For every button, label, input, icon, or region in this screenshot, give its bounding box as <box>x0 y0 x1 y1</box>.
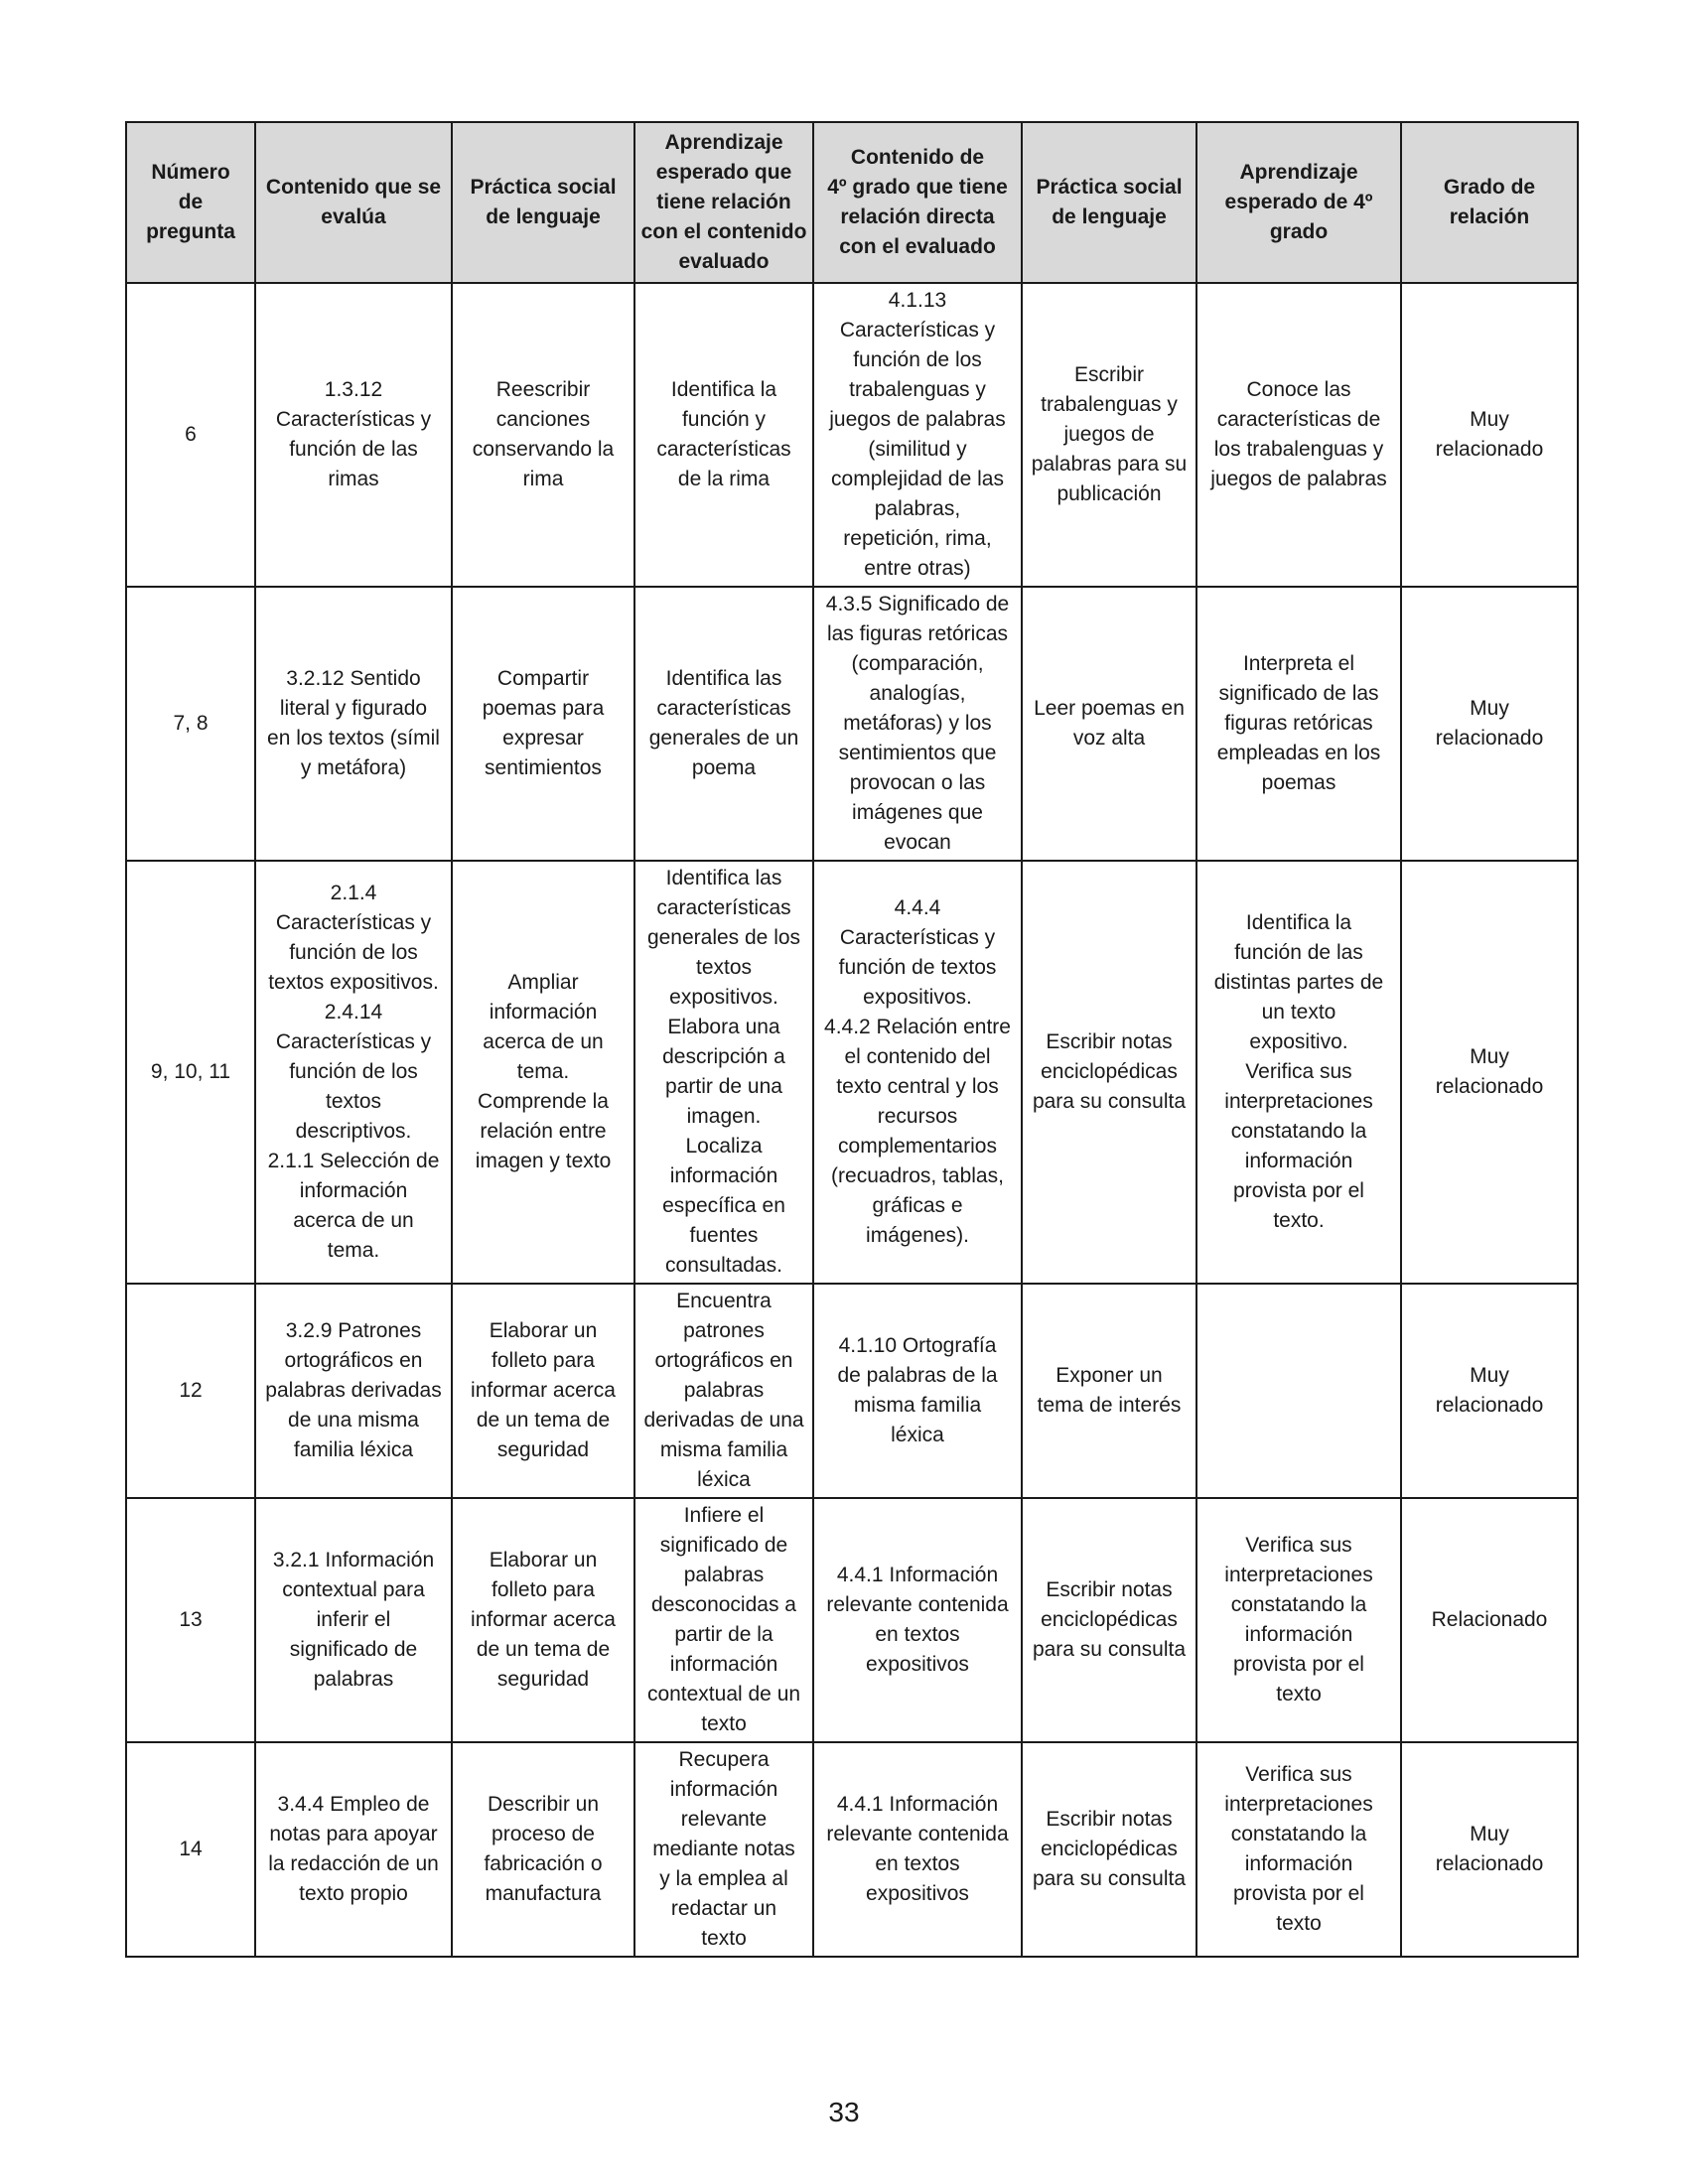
table-cell: Infiere el significado de palabras desconocidas a partir de la información contextual de un texto <box>634 1498 813 1742</box>
table-cell: Describir un proceso de fabricación o manufactura <box>452 1742 634 1957</box>
table-cell: Identifica las características generales de un poema <box>634 587 813 861</box>
header-row <box>126 122 1578 283</box>
table-cell: Identifica la función de las distintas partes de un texto expositivo. Verifica sus interpretaciones constatando la información provista por el texto. <box>1196 861 1401 1284</box>
table-cell: Muy relacionado <box>1401 1284 1578 1498</box>
table-cell: Identifica la función y características de la rima <box>634 283 813 587</box>
table-row <box>126 861 1578 1284</box>
table-cell: 3.2.12 Sentido literal y figurado en los textos (símil y metáfora) <box>255 587 452 861</box>
table-cell: 3.2.9 Patrones ortográficos en palabras derivadas de una misma familia léxica <box>255 1284 452 1498</box>
table-cell: 3.2.1 Información contextual para inferir el significado de palabras <box>255 1498 452 1742</box>
header-cell: Contenido que se evalúa <box>255 122 452 283</box>
table-cell: Recupera información relevante mediante notas y la emplea al redactar un texto <box>634 1742 813 1957</box>
table-cell: Reescribir canciones conservando la rima <box>452 283 634 587</box>
table-cell: 4.4.4 Características y función de textos expositivos. 4.4.2 Relación entre el contenido del texto central y los recursos complementarios (recuadros, tablas, gráficas e imágenes). <box>813 861 1022 1284</box>
header-cell: Práctica social de lenguaje <box>452 122 634 283</box>
table-cell: Encuentra patrones ortográficos en palabras derivadas de una misma familia léxica <box>634 1284 813 1498</box>
table-cell: Escribir notas enciclopédicas para su consulta <box>1022 1742 1196 1957</box>
table-cell: 4.4.1 Información relevante contenida en textos expositivos <box>813 1498 1022 1742</box>
table-cell: 7, 8 <box>126 587 255 861</box>
table-row <box>126 1742 1578 1957</box>
table-cell <box>1196 1284 1401 1498</box>
table-cell: Escribir notas enciclopédicas para su consulta <box>1022 1498 1196 1742</box>
table-cell: Interpreta el significado de las figuras retóricas empleadas en los poemas <box>1196 587 1401 861</box>
table-cell: Verifica sus interpretaciones constatando la información provista por el texto <box>1196 1498 1401 1742</box>
table-cell: Leer poemas en voz alta <box>1022 587 1196 861</box>
table-cell: Relacionado <box>1401 1498 1578 1742</box>
table-cell: 9, 10, 11 <box>126 861 255 1284</box>
table-cell: 2.1.4 Características y función de los textos expositivos. 2.4.14 Características y función de los textos descriptivos. 2.1.1 Selección de información acerca de un tema. <box>255 861 452 1284</box>
table-cell: 3.4.4 Empleo de notas para apoyar la redacción de un texto propio <box>255 1742 452 1957</box>
header-cell: Aprendizaje esperado de 4º grado <box>1196 122 1401 283</box>
table-cell: 4.3.5 Significado de las figuras retóricas (comparación, analogías, metáforas) y los sentimientos que provocan o las imágenes que evocan <box>813 587 1022 861</box>
table-cell: Exponer un tema de interés <box>1022 1284 1196 1498</box>
table-row <box>126 1284 1578 1498</box>
table-cell: Conoce las características de los trabalenguas y juegos de palabras <box>1196 283 1401 587</box>
table-cell: Elaborar un folleto para informar acerca de un tema de seguridad <box>452 1284 634 1498</box>
table-cell: Elaborar un folleto para informar acerca de un tema de seguridad <box>452 1498 634 1742</box>
table-row <box>126 587 1578 861</box>
table-cell: 4.4.1 Información relevante contenida en textos expositivos <box>813 1742 1022 1957</box>
relation-table <box>125 121 1579 1958</box>
table-cell: 6 <box>126 283 255 587</box>
table-cell: 4.1.13 Características y función de los trabalenguas y juegos de palabras (similitud y complejidad de las palabras, repetición, rima, entre otras) <box>813 283 1022 587</box>
table-cell: Muy relacionado <box>1401 1742 1578 1957</box>
table-row <box>126 283 1578 587</box>
table-cell: 1.3.12 Características y función de las rimas <box>255 283 452 587</box>
table-cell: 12 <box>126 1284 255 1498</box>
table-cell: 14 <box>126 1742 255 1957</box>
table-row <box>126 1498 1578 1742</box>
header-cell: Contenido de 4º grado que tiene relación directa con el evaluado <box>813 122 1022 283</box>
table-cell: Muy relacionado <box>1401 861 1578 1284</box>
page-number: 33 <box>828 2097 860 2127</box>
table-cell: Ampliar información acerca de un tema. Comprende la relación entre imagen y texto <box>452 861 634 1284</box>
table-cell: Verifica sus interpretaciones constatando la información provista por el texto <box>1196 1742 1401 1957</box>
header-cell: Aprendizaje esperado que tiene relación con el contenido evaluado <box>634 122 813 283</box>
table-cell: Muy relacionado <box>1401 283 1578 587</box>
table-cell: 13 <box>126 1498 255 1742</box>
table-cell: Escribir trabalenguas y juegos de palabras para su publicación <box>1022 283 1196 587</box>
table-cell: 4.1.10 Ortografía de palabras de la misma familia léxica <box>813 1284 1022 1498</box>
table-cell: Muy relacionado <box>1401 587 1578 861</box>
table-cell: Escribir notas enciclopédicas para su consulta <box>1022 861 1196 1284</box>
header-cell: Número de pregunta <box>126 122 255 283</box>
header-cell: Práctica social de lenguaje <box>1022 122 1196 283</box>
table-cell: Compartir poemas para expresar sentimientos <box>452 587 634 861</box>
header-cell: Grado de relación <box>1401 122 1578 283</box>
table-cell: Identifica las características generales de los textos expositivos. Elabora una descripción a partir de una imagen. Localiza información específica en fuentes consultadas. <box>634 861 813 1284</box>
